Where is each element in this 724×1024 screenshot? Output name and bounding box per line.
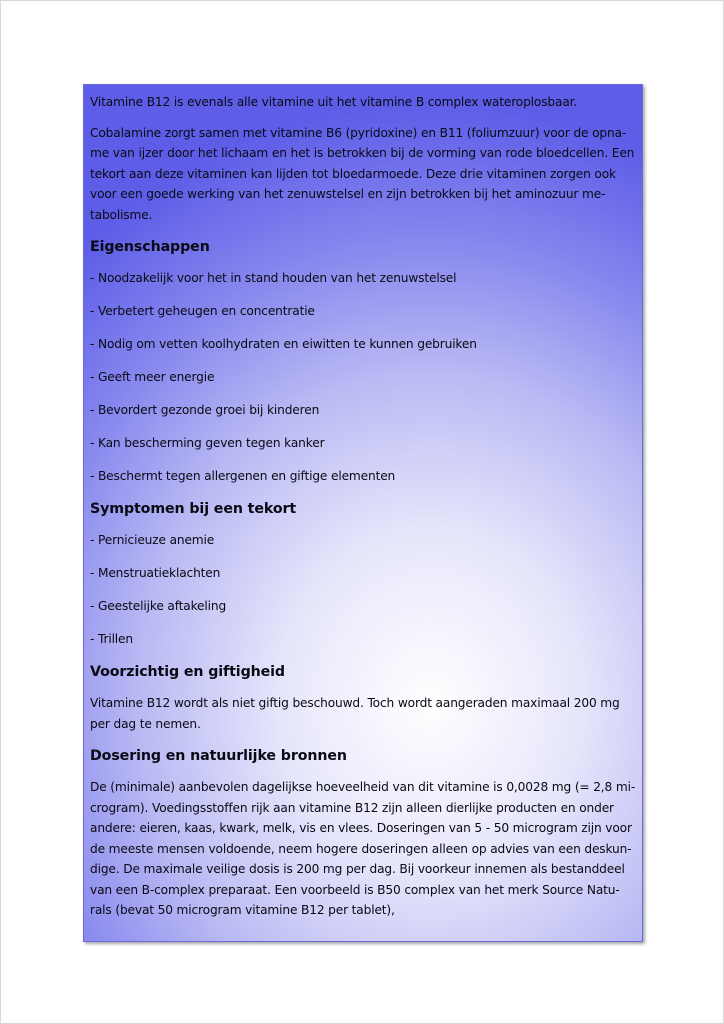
- intro-paragraph-1: Vitamine B12 is evenals alle vitamine uit het vitamine B complex wateroplosbaar.: [90, 95, 578, 109]
- intro-paragraph-2: Cobalamine zorgt samen met vitamine B6 (pyridoxine) en B11 (foliumzuur) voor de opna-me van ijzer door het lichaam en het is betrokken bij de vorming van rode bloedcellen. Een tekort aan deze vitaminen kan lijden tot bloedarmoede. Deze drie vitaminen zorgen ook voor een goede werking van het zenuwstelsel en zijn betrokken bij het aminozuur me-tabolisme.: [90, 125, 635, 222]
- list-item: - Nodig om vetten koolhydraten en eiwitten te kunnen gebruiken: [90, 337, 477, 351]
- list-item: - Menstruatieklachten: [90, 566, 221, 580]
- vitamin-b12-text-box: [83, 84, 643, 942]
- list-item: - Kan bescherming geven tegen kanker: [90, 436, 325, 450]
- dosering-paragraph: De (minimale) aanbevolen dagelijkse hoeveelheid van dit vitamine is 0,0028 mg (= 2,8 mi-crogram). Voedingsstoffen rijk aan vitamine B12 zijn alleen dierlijke producten en onder andere: eieren, kaas, kwark, melk, vis en vlees. Doseringen van 5 - 50 microgram zijn voor de meeste mensen voldoende, neem hogere doseringen alleen op advies van een deskun-dige. De maximale veilige dosis is 200 mg per dag. Bij voorkeur innemen als bestanddeel van een B-complex preparaat. Een voorbeeld is B50 complex van het merk Source Natu-rals (bevat 50 microgram vitamine B12 per tablet),: [90, 780, 636, 917]
- giftigheid-paragraph: Vitamine B12 wordt als niet giftig beschouwd. Toch wordt aangeraden maximaal 200 mg per dag te nemen.: [90, 696, 620, 731]
- heading-symptomen: Symptomen bij een tekort: [90, 501, 297, 517]
- heading-eigenschappen: Eigenschappen: [90, 239, 210, 255]
- list-item: - Geestelijke aftakeling: [90, 599, 227, 613]
- list-item: - Pernicieuze anemie: [90, 533, 215, 547]
- list-item: - Noodzakelijk voor het in stand houden van het zenuwstelsel: [90, 271, 457, 285]
- list-item: - Beschermt tegen allergenen en giftige elementen: [90, 469, 396, 483]
- list-item: - Verbetert geheugen en concentratie: [90, 304, 315, 318]
- list-item: - Trillen: [90, 632, 133, 646]
- heading-giftigheid: Voorzichtig en giftigheid: [90, 664, 285, 680]
- heading-dosering: Dosering en natuurlijke bronnen: [90, 748, 347, 764]
- list-item: - Geeft meer energie: [90, 370, 215, 384]
- list-item: - Bevordert gezonde groei bij kinderen: [90, 403, 320, 417]
